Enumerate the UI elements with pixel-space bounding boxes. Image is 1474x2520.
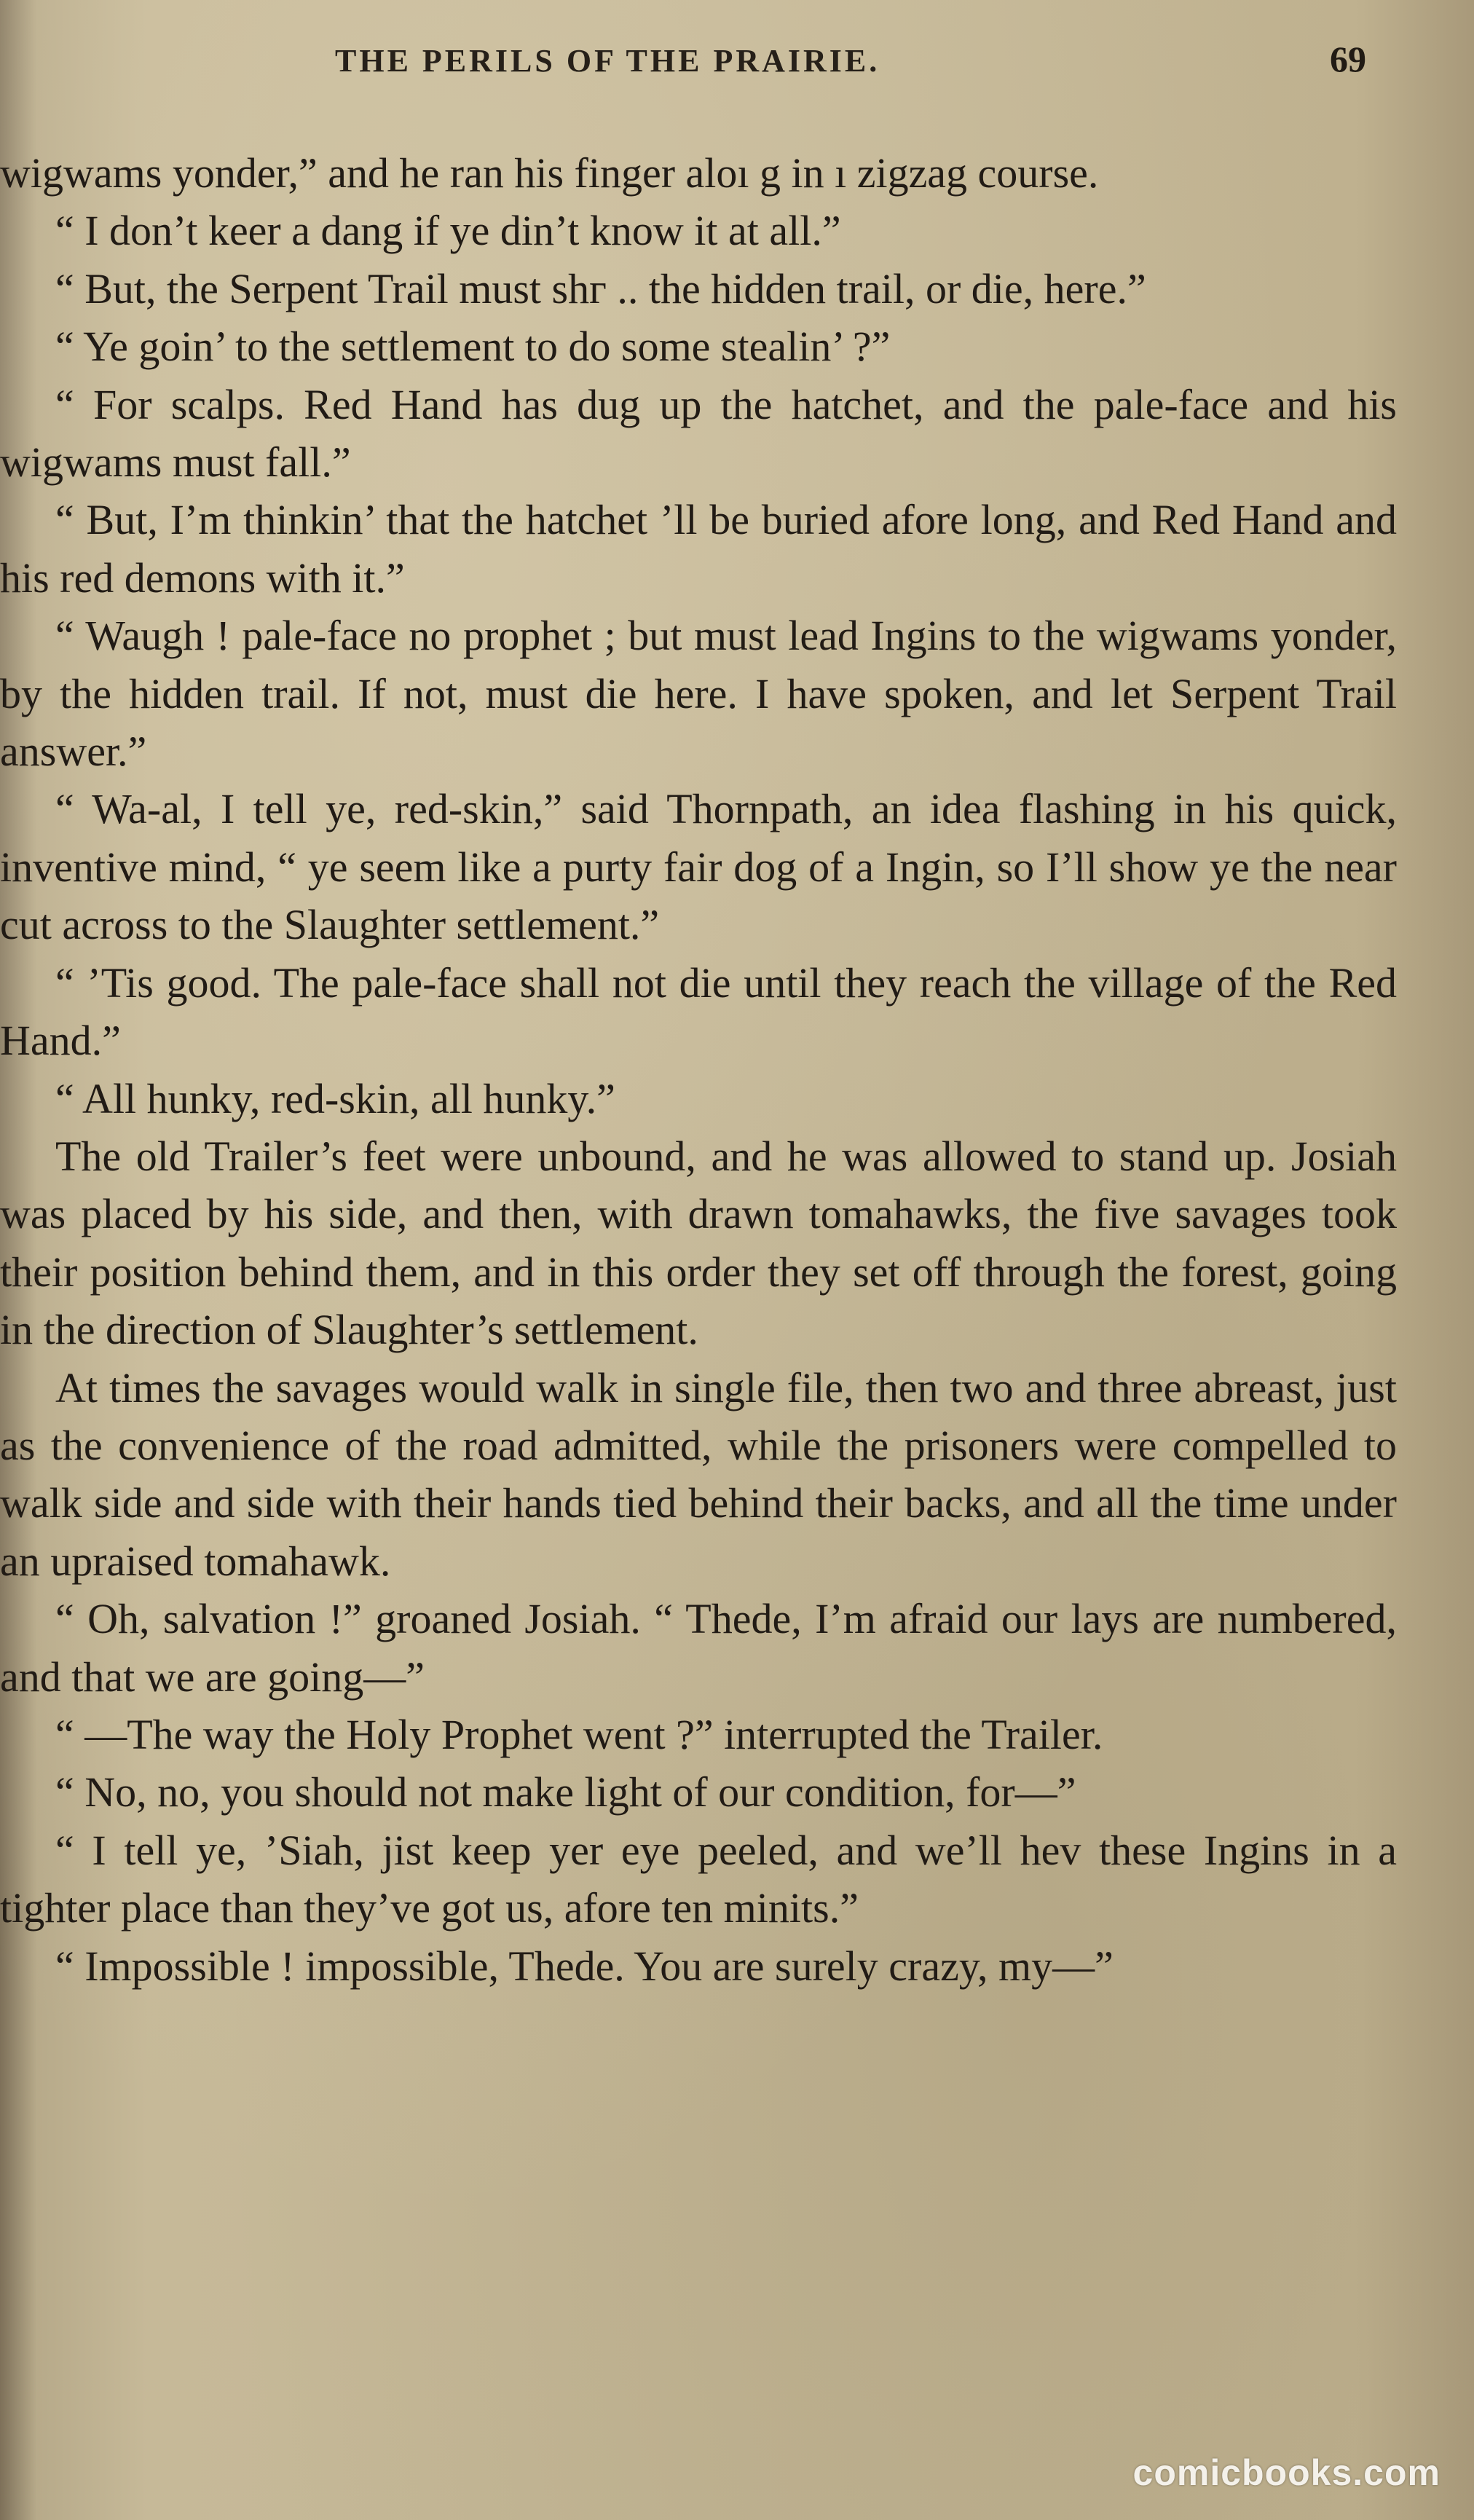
watermark: comicbooks.com xyxy=(1132,2452,1440,2493)
paragraph: “ All hunky, red-skin, all hunky.” xyxy=(55,1074,615,1122)
running-head xyxy=(0,39,1474,86)
paragraph: “ Waugh ! pale-face no prophet ; but must lead Ingins to the wigwams yonder, by the hidden trail. If not, must die here. I have spoken, and let Serpent Trail answer.” xyxy=(0,612,1397,776)
body-text xyxy=(0,144,1397,1995)
paragraph: wigwams yonder,” and he ran his finger aloı g in ı zigzag course. xyxy=(0,149,1099,197)
page-number: 69 xyxy=(1330,39,1366,79)
paragraph: “ But, I’m thinkin’ that the hatchet ’ll be buried afore long, and Red Hand and his red demons with it.” xyxy=(0,496,1397,602)
paragraph: “ Ye goin’ to the settlement to do some stealin’ ?” xyxy=(55,323,891,371)
paragraph: At times the savages would walk in single file, then two and three abreast, just as the convenience of the road admitted, while the prisoners were compelled to walk side and side with their hands tied behind their backs, and all the time under an upraised tomahawk. xyxy=(0,1363,1397,1585)
paragraph: “ —The way the Holy Prophet went ?” interrupted the Trailer. xyxy=(55,1710,1103,1758)
paragraph: “ I tell ye, ’Siah, jist keep yer eye peeled, and we’ll hev these Ingins in a tighter place than they’ve got us, afore ten minits.” xyxy=(0,1826,1397,1932)
paragraph: “ No, no, you should not make light of our condition, for—” xyxy=(55,1768,1076,1816)
paragraph: “ Impossible ! impossible, Thede. You are surely crazy, my—” xyxy=(55,1942,1114,1990)
paragraph: “ I don’t keer a dang if ye din’t know it at all.” xyxy=(55,207,841,255)
paragraph: “ For scalps. Red Hand has dug up the hatchet, and the pale-face and his wigwams must fall.” xyxy=(0,380,1397,487)
running-title: THE PERILS OF THE PRAIRIE. xyxy=(335,43,880,79)
paragraph: “ ’Tis good. The pale-face shall not die until they reach the village of the Red Hand.” xyxy=(0,958,1397,1065)
paragraph: “ But, the Serpent Trail must shг .. the hidden trail, or die, here.” xyxy=(55,264,1146,312)
paragraph: “ Oh, salvation !” groaned Josiah. “ Thede, I’m afraid our lays are numbered, and that we are going—” xyxy=(0,1595,1397,1701)
paragraph: The old Trailer’s feet were unbound, and he was allowed to stand up. Josiah was placed by his side, and then, with drawn tomahawks, the five savages took their position behind them, and in this order they set off through the forest, going in the direction of Slaughter’s settlement. xyxy=(0,1132,1397,1354)
paragraph: “ Wa-al, I tell ye, red-skin,” said Thornpath, an idea flashing in his quick, inventive mind, “ ye seem like a purty fair dog of a Ingin, so I’ll show ye the near cut across to the Slaughter settlement.” xyxy=(0,785,1397,949)
